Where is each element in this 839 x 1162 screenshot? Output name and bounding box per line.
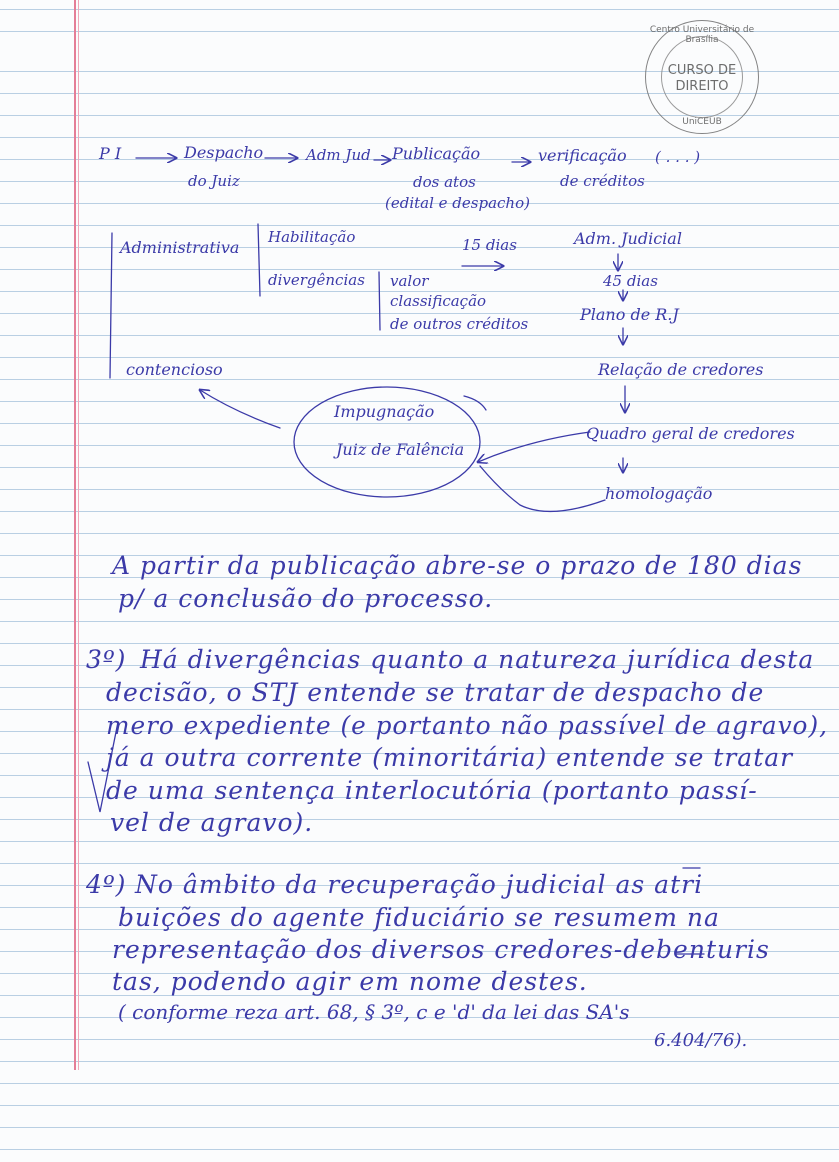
note-1-line-2: p/ a conclusão do processo. — [118, 584, 494, 613]
diagram-quadro: Quadro geral de credores — [586, 424, 795, 443]
diagram-valor: valor — [390, 272, 429, 290]
note-3-line-4: já a outra corrente (minoritária) entende se tratar — [106, 743, 794, 772]
stamp-line-1: CURSO DE — [667, 63, 737, 78]
note-3-line-1: Há divergências quanto a natureza jurídica desta — [140, 645, 815, 674]
diagram-adm-judicial: Adm. Judicial — [574, 229, 682, 248]
note-3-line-2: decisão, o STJ entende se tratar de despacho de — [106, 678, 765, 707]
diagram-ellipsis: ( . . . ) — [655, 148, 701, 166]
note-4-line-5: ( conforme reza art. 68, § 3º, c e 'd' da lei das SA's — [118, 1000, 630, 1024]
diagram-45-dias: 45 dias — [603, 272, 658, 290]
diagram-dos-atos: dos atos — [413, 173, 476, 191]
bracket-main — [110, 233, 112, 378]
note-4-line-3: representação dos diversos credores-debenturis — [112, 935, 770, 964]
diagram-impugnacao: Impugnação — [334, 402, 435, 421]
stamp-rim-top: Centro Universitário de Brasília — [649, 25, 755, 45]
note-4-line-2: buições do agente fiduciário se resumem na — [118, 903, 720, 932]
note-4-number: 4º) — [86, 870, 127, 899]
diagram-divergencias: divergências — [268, 271, 365, 289]
diagram-contencioso: contencioso — [126, 360, 223, 379]
note-4-line-4: tas, podendo agir em nome destes. — [112, 967, 588, 996]
arrow-impugnacao-contencioso — [200, 390, 280, 428]
diagram-verificacao: verificação — [538, 146, 627, 165]
arrow-homologacao-juiz — [480, 466, 605, 511]
diagram-habilitacao: Habilitação — [268, 228, 356, 246]
diagram-publicacao: Publicação — [392, 144, 481, 163]
arrow-quadro-juiz — [478, 432, 590, 462]
diagram-15-dias: 15 dias — [462, 236, 517, 254]
diagram-despacho: Despacho — [184, 143, 264, 162]
diagram-relacao: Relação de credores — [598, 360, 764, 379]
bracket-habilitacao — [258, 224, 260, 296]
note-3-line-5: de uma sentença interlocutória (portanto passí- — [106, 776, 758, 805]
diagram-de-creditos: de créditos — [560, 172, 645, 190]
diagram-plano: Plano de R.J — [580, 305, 679, 324]
diagram-edital: (edital e despacho) — [385, 194, 530, 212]
note-4-line-1: No âmbito da recuperação judicial as atri — [135, 870, 704, 899]
diagram-homologacao: homologação — [605, 484, 713, 503]
diagram-administrativa: Administrativa — [120, 238, 240, 257]
note-4-line-6: 6.404/76). — [654, 1030, 748, 1051]
note-3-line-6: vel de agravo). — [110, 808, 314, 837]
diagram-juiz-falencia: Juiz de Falência — [336, 440, 465, 459]
arrow-impugnacao-hook — [464, 396, 486, 410]
diagram-classificacao: classificação — [390, 292, 487, 310]
diagram-do-juiz: do Juiz — [188, 172, 240, 190]
note-3-number: 3º) — [86, 645, 127, 674]
bracket-divergencias — [379, 272, 380, 330]
stamp-line-2: DIREITO — [675, 79, 729, 94]
diagram-adm-jud: Adm Jud — [306, 146, 371, 164]
diagram-outros-creditos: de outros créditos — [390, 315, 529, 333]
diagram-pi: P I — [99, 144, 122, 163]
note-1-line-1: A partir da publicação abre-se o prazo de 180 dias — [112, 551, 803, 580]
note-3-line-3: mero expediente (e portanto não passível de agravo), — [106, 711, 828, 740]
stamp-rim-bottom: UniCEUB — [682, 117, 722, 127]
